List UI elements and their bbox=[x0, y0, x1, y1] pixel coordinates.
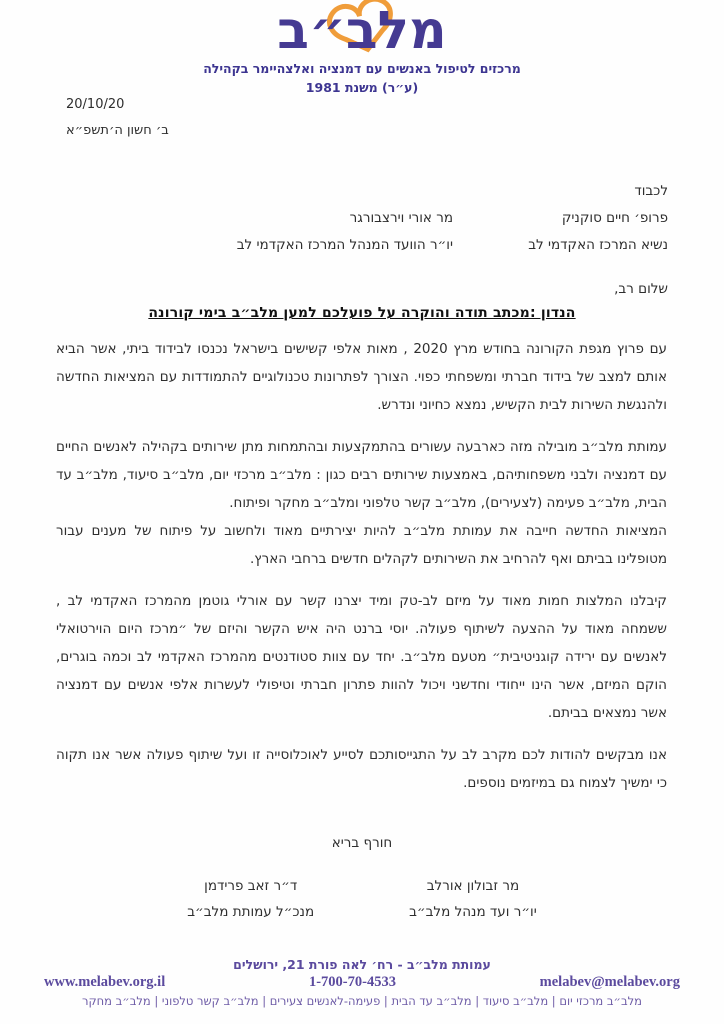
footer-address: עמותת מלב״ב - רח׳ לאה פורת 21, ירושלים bbox=[233, 957, 491, 972]
recipient-name-right: פרופ׳ חיים סוקניק bbox=[561, 209, 668, 226]
paragraph-1: עם פרוץ מגפת הקורונה בחודש מרץ 2020 , מאות אלפי קשישים בישראל נכנסו לבידוד ביתי, אשר הביא אותם למצב של בידוד חברתי ומשפחתי כפוי. הצורך לפתרונות טכנולוגיים להתמודדות עם המציאות החדשה ולהנגשת השירות לבית הקשיש, נמצא כחיוני ונדרש. bbox=[56, 340, 667, 413]
signature-name: מר זבולון אורלב bbox=[426, 877, 520, 894]
footer-website: www.melabev.org.il bbox=[44, 974, 166, 990]
melabev-logo-icon bbox=[277, 0, 447, 60]
recipient-name-left: מר אורי וירצבורגר bbox=[349, 209, 453, 226]
recipient-title-right: נשיא המרכז האקדמי לב bbox=[528, 236, 668, 253]
signature-left bbox=[187, 873, 314, 925]
tagline-line-1: מרכזים לטיפול באנשים עם דמנציה ואלצהיימר בקהילה bbox=[203, 61, 521, 76]
date-block bbox=[66, 92, 169, 144]
footer-services: מלב״ב מרכזי יום | מלב״ב סיעוד | מלב״ב עד הבית | פעימה-לאנשים צעירים | מלב״ב קשר טלפוני | מלב״ב מחקר bbox=[82, 994, 642, 1008]
paragraph-4: אנו מבקשים להודות לכם מקרב לב על התגייסותכם לסייע לאוכלוסייה זו ועל שיתוף פעולה אשר אנו תקוה כי ימשיך לצמוח גם במיזמים נוספים. bbox=[56, 746, 667, 791]
signature-title: יו״ר ועד מנהל מלב״ב bbox=[409, 903, 537, 920]
tagline-line-2: (ע״ר) משנת 1981 bbox=[305, 79, 419, 95]
date-gregorian: 20/10/20 bbox=[66, 97, 125, 112]
paragraph-2a: עמותת מלב״ב מובילה מזה כארבעה עשורים בהתמקצעות ובהתמחות מתן שירותים בקהילה לאנשים החיים עם דמנציה ולבני משפחותיהם, באמצעות שירותים רבים כגון : מלב״ב מרכזי יום, מלב״ב סיעוד, מלב״ב עד הבית, מלב״ב פעימה (לצעירים), מלב״ב קשר טלפוני ומלב״ב מחקר ופיתוח. bbox=[56, 438, 667, 511]
paragraph-2b: המציאות החדשה חייבה את עמותת מלב״ב להיות יצירתיים מאוד ולחשוב על פיתוח של מענים עבור מטופלינו בביתם ואף להרחיב את השירותים לקהלים חדשים ברחבי הארץ. bbox=[56, 522, 667, 567]
recipient-title-left: יו״ר הוועד המנהל המרכז האקדמי לב bbox=[236, 236, 453, 253]
recipient-names-row bbox=[76, 205, 668, 232]
org-logo-text: מלב״ב bbox=[277, 1, 447, 60]
letter-body bbox=[56, 335, 667, 797]
footer-phone: 1-700-70-4533 bbox=[308, 974, 396, 990]
date-hebrew: ב׳ חשון ה׳תשפ״א bbox=[66, 123, 169, 138]
closing-wish: חורף בריא bbox=[331, 834, 393, 851]
signatures-block bbox=[0, 873, 724, 925]
footer-email: melabev@melabev.org bbox=[539, 974, 680, 990]
footer bbox=[0, 957, 724, 1008]
signature-name: ד״ר זאב פרידמן bbox=[204, 877, 298, 894]
greeting: שלום רב, bbox=[614, 280, 668, 297]
paragraph-3: קיבלנו המלצות חמות מאוד על מיזם לב-טק ומיד יצרנו קשר עם אורלי גוטמן מהמרכז האקדמי לב , ששמחה מאוד על ההצעה לשיתוף פעולה. יוסי ברנט היה איש הקשר והיזם של ״מרכז היום הוירטואלי לאנשים עם ירידה קוגניטיבית״ מטעם מלב״ב. יחד עם צוות סטודנטים מהמרכז האקדמי לב וכמה בוגרים, הוקם המיזם, אשר הינו ייחודי וחדשני ויכול להוות פתרון חברתי וטיפולי לעשרות אלפי אנשים עם דמנציה אשר נמצאים בביתם. bbox=[56, 592, 667, 721]
recipients-block bbox=[56, 178, 668, 259]
signature-right bbox=[409, 873, 537, 925]
signature-title: מנכ״ל עמותת מלב״ב bbox=[187, 903, 315, 920]
salutation: לכבוד bbox=[634, 182, 668, 199]
subject-line: הנדון :מכתב תודה והוקרה על פועלכם למען מלב״ב בימי קורונה bbox=[148, 304, 576, 321]
recipient-titles-row bbox=[76, 232, 668, 259]
org-logo bbox=[0, 0, 724, 60]
footer-contact-row bbox=[0, 972, 724, 991]
